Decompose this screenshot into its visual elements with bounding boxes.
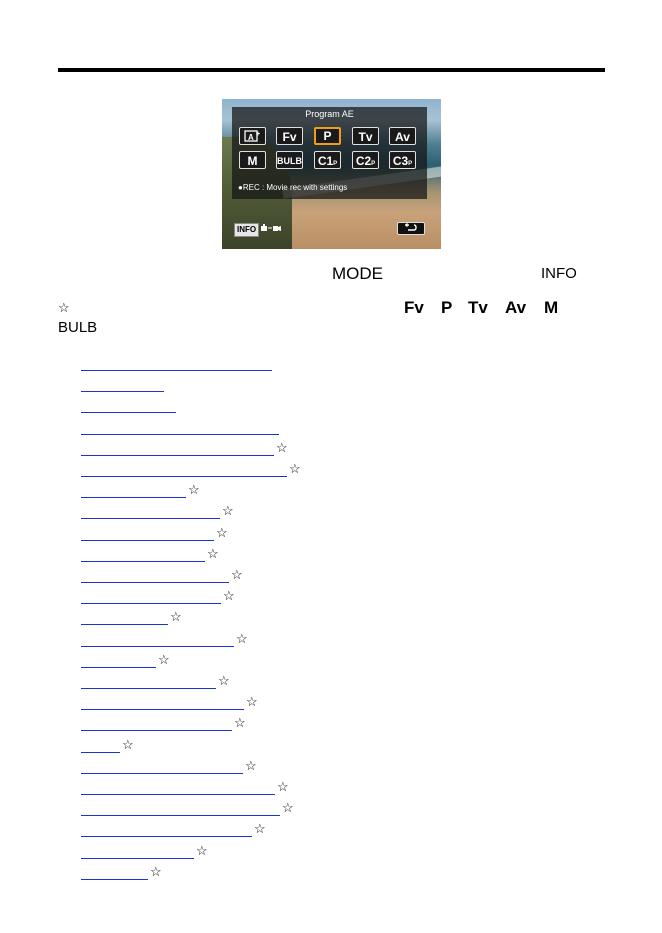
- toc-link[interactable]: [81, 548, 205, 562]
- svg-text:+: +: [255, 131, 260, 138]
- star-icon: ☆: [218, 673, 230, 688]
- mode-c1-label: C1: [317, 154, 334, 168]
- toc-link[interactable]: [81, 463, 287, 477]
- toc-link[interactable]: [81, 442, 274, 456]
- toc-link[interactable]: [81, 611, 168, 625]
- toc-link[interactable]: [81, 505, 220, 519]
- toc-link[interactable]: [81, 633, 234, 647]
- toc-link[interactable]: [81, 845, 194, 859]
- toc-link[interactable]: [81, 823, 252, 837]
- star-icon: ☆: [150, 863, 162, 879]
- star-icon: ☆: [158, 651, 170, 667]
- toc-link[interactable]: [81, 696, 244, 710]
- info-button[interactable]: INFO: [234, 223, 259, 237]
- mode-av-glyph: Av: [505, 298, 527, 317]
- toc-link[interactable]: [81, 378, 164, 392]
- mode-c1-sub: P: [333, 161, 338, 167]
- star-icon: ☆: [196, 842, 208, 858]
- return-icon: [405, 223, 417, 232]
- bulb-glyph: BULB: [58, 319, 98, 336]
- toc-link[interactable]: [81, 739, 120, 753]
- toc-link[interactable]: [81, 590, 221, 604]
- mode-c1[interactable]: [314, 151, 341, 169]
- star-icon: ☆: [276, 439, 288, 455]
- mode-p-selected[interactable]: P: [314, 127, 341, 145]
- rec-hint: ●REC : Movie rec with settings: [238, 183, 348, 192]
- toc-link[interactable]: [81, 802, 280, 816]
- svg-text:A: A: [247, 133, 254, 142]
- star-icon: ☆: [245, 757, 257, 773]
- star-icon: ☆: [207, 545, 219, 561]
- star-icon: ☆: [254, 821, 266, 837]
- star-icon: ☆: [223, 588, 235, 604]
- scene-intelligent-auto-icon[interactable]: [239, 127, 266, 145]
- star-icon: ☆: [170, 609, 182, 625]
- star-icon: ☆: [277, 779, 289, 794]
- mode-button-glyph: MODE: [332, 264, 383, 283]
- star-icon: ☆: [289, 461, 301, 476]
- mode-fv-glyph: Fv: [404, 298, 424, 317]
- toc-link[interactable]: [81, 866, 148, 880]
- star-icon: ☆: [222, 503, 234, 519]
- info-button-glyph: INFO: [541, 265, 577, 282]
- mode-m-glyph: M: [544, 298, 559, 317]
- star-icon: ☆: [231, 567, 243, 582]
- toc-link[interactable]: [81, 781, 275, 795]
- mode-p-glyph: P: [441, 298, 453, 317]
- toc-link[interactable]: [81, 675, 216, 689]
- star-icon: ☆: [122, 736, 134, 752]
- toc-link[interactable]: [81, 527, 214, 541]
- star-icon: ☆: [216, 524, 228, 540]
- star-icon: ☆: [246, 694, 258, 710]
- mode-m[interactable]: M: [239, 151, 266, 169]
- toc-link[interactable]: [81, 760, 243, 774]
- star-icon: ☆: [188, 482, 200, 498]
- mode-av[interactable]: Av: [389, 127, 416, 145]
- mode-c3-sub: P: [408, 161, 413, 167]
- still-movie-switch-icon: [260, 223, 282, 235]
- mode-c2-sub: P: [371, 161, 376, 167]
- mode-tv-glyph: Tv: [468, 298, 488, 317]
- mode-title: Program AE: [305, 109, 354, 119]
- mode-c2-label: C2: [355, 154, 372, 168]
- toc-link[interactable]: [81, 357, 272, 371]
- mode-c2[interactable]: [352, 151, 379, 169]
- mode-c3[interactable]: [389, 151, 416, 169]
- toc-link[interactable]: [81, 484, 186, 498]
- toc-link[interactable]: [81, 654, 156, 668]
- toc-link[interactable]: [81, 399, 176, 413]
- star-icon: ☆: [234, 715, 246, 731]
- camera-screen-image: [222, 99, 441, 249]
- toc-link[interactable]: [81, 569, 229, 583]
- mode-selection-panel: [232, 107, 427, 199]
- mode-bulb[interactable]: BULB: [276, 151, 303, 169]
- mode-tv[interactable]: Tv: [352, 127, 379, 145]
- mode-c3-label: C3: [392, 154, 409, 168]
- star-icon: ☆: [282, 800, 294, 816]
- mode-fv[interactable]: Fv: [276, 127, 303, 145]
- toc-link[interactable]: [81, 717, 232, 731]
- star-icon: ☆: [236, 630, 248, 646]
- star-icon: ☆: [58, 300, 70, 315]
- back-button[interactable]: [397, 222, 425, 235]
- header-rule: [58, 68, 605, 72]
- toc-link[interactable]: [81, 421, 279, 435]
